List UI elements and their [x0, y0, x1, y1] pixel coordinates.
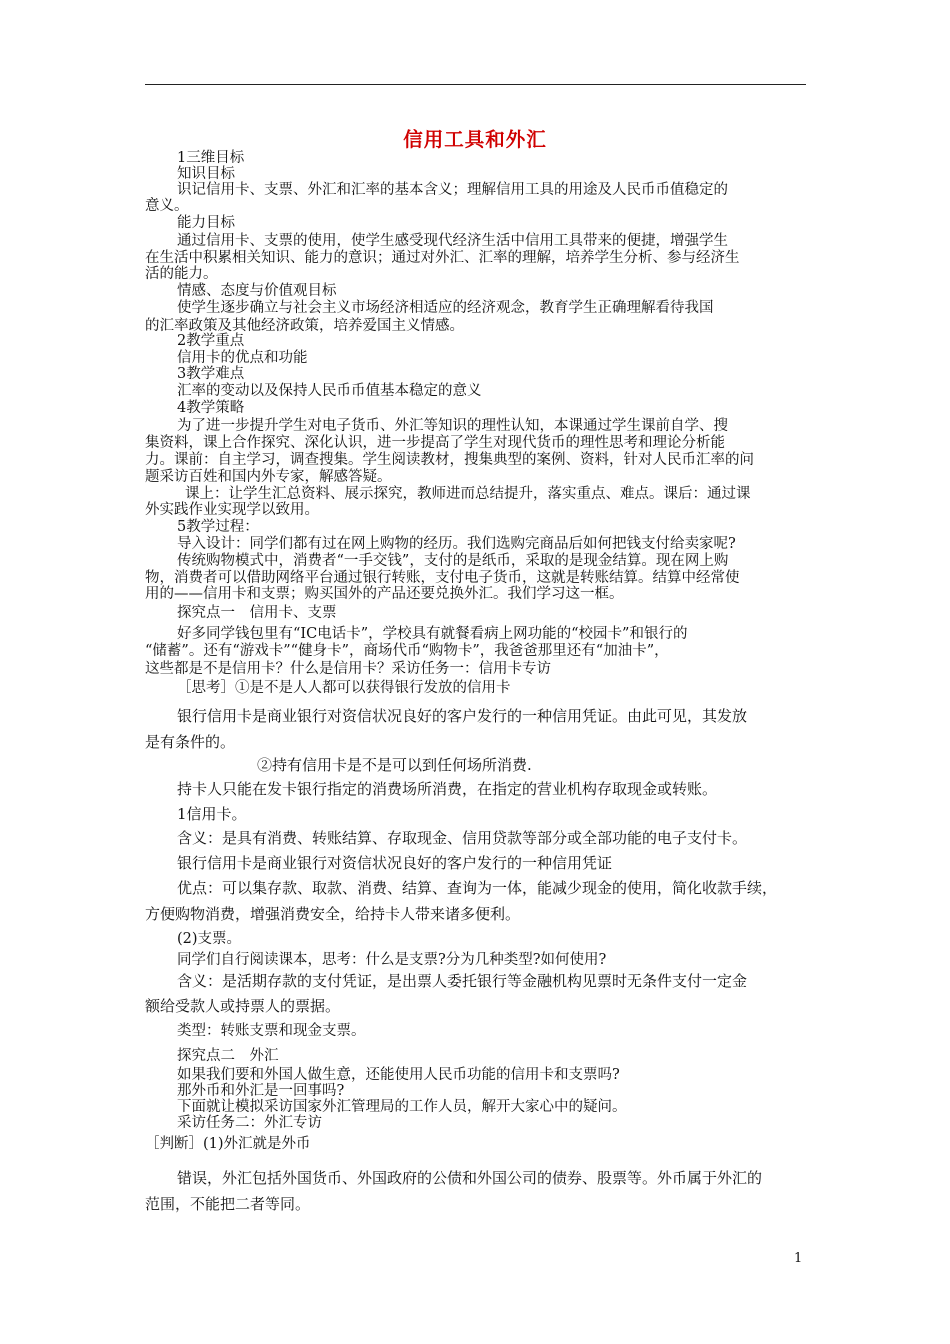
text-line: 的汇率政策及其他经济政策，培养爱国主义情感。: [145, 318, 464, 334]
text-line: 活的能力。: [145, 266, 218, 282]
text-line: 汇率的变动以及保持人民币币值基本稳定的意义: [177, 383, 482, 399]
text-line: 额给受款人或持票人的票据。: [145, 997, 341, 1015]
text-line: 能力目标: [177, 215, 235, 231]
page-number: 1: [794, 1251, 803, 1266]
text-line: 传统购物模式中，消费者“一手交钱”，支付的是纸币，采取的是现金结算。现在网上购: [177, 553, 729, 569]
text-line: ②持有信用卡是不是可以到任何场所消费.: [257, 756, 532, 774]
text-line: 是有条件的。: [145, 733, 236, 751]
text-line: 类型：转账支票和现金支票。: [177, 1023, 366, 1039]
text-line: 在生活中积累相关知识、能力的意识；通过对外汇、汇率的理解，培养学生分析、参与经济生: [145, 250, 740, 266]
text-line: 用的——信用卡和支票；购买国外的产品还要兑换外汇。我们学习这一框。: [145, 586, 624, 602]
section-heading: 探究点二 外汇: [177, 1048, 279, 1064]
text-line: 1信用卡。: [177, 805, 247, 823]
text-line: 力。课前：自主学习，调查搜集。学生阅读教材，搜集典型的案例、资料，针对人民币汇率的问: [145, 452, 754, 468]
text-line: 导入设计：同学们都有过在网上购物的经历。我们选购完商品后如何把钱支付给卖家呢?: [177, 536, 736, 552]
text-line: ［判断］(1)外汇就是外币: [145, 1136, 311, 1152]
document-title: 信用工具和外汇: [403, 128, 547, 151]
text-line: 下面就让模拟采访国家外汇管理局的工作人员，解开大家心中的疑问。: [177, 1099, 627, 1115]
text-line: (2)支票。: [177, 931, 242, 947]
text-line: 同学们自行阅读课本，思考：什么是支票?分为几种类型?如何使用?: [177, 952, 607, 968]
text-line: 集资料，课上合作探究、深化认识，进一步提高了学生对现代货币的理性思考和理论分析能: [145, 435, 725, 451]
text-line: 情感、态度与价值观目标: [177, 283, 337, 299]
text-line: ［思考］①是不是人人都可以获得银行发放的信用卡: [177, 680, 511, 696]
text-line: 课上：让学生汇总资料、展示探究，教师进而总结提升，落实重点、难点。课后：通过课: [185, 486, 751, 502]
text-line: 2教学重点: [177, 333, 245, 349]
text-line: 银行信用卡是商业银行对资信状况良好的客户发行的一种信用凭证: [177, 854, 613, 872]
text-line: 含义：是活期存款的支付凭证，是出票人委托银行等金融机构见票时无条件支付一定金: [177, 972, 748, 990]
text-line: 好多同学钱包里有“IC电话卡”，学校具有就餐看病上网功能的“校园卡”和银行的: [177, 626, 688, 642]
text-line: 1三维目标: [177, 150, 245, 166]
text-line: 意义。: [145, 198, 189, 214]
text-line: 优点：可以集存款、取款、消费、结算、查询为一体，能减少现金的使用，简化收款手续，: [177, 879, 778, 897]
text-line: 物，消费者可以借助网络平台通过银行转账，支付电子货币，这就是转账结算。结算中经常使: [145, 570, 740, 586]
text-line: 通过信用卡、支票的使用，使学生感受现代经济生活中信用工具带来的便捷，增强学生: [177, 233, 728, 249]
text-line: 含义：是具有消费、转账结算、存取现金、信用贷款等部分或全部功能的电子支付卡。: [177, 829, 748, 847]
text-line: 题采访百姓和国内外专家，解感答疑。: [145, 469, 392, 485]
text-line: 采访任务二：外汇专访: [177, 1115, 322, 1131]
text-line: 这些都是不是信用卡？什么是信用卡？采访任务一：信用卡专访: [145, 661, 551, 677]
text-line: 4教学策略: [177, 400, 245, 416]
text-line: 3教学难点: [177, 366, 245, 382]
text-line: 那外币和外汇是一回事吗?: [177, 1083, 345, 1099]
text-line: 识记信用卡、支票、外汇和汇率的基本含义；理解信用工具的用途及人民币币值稳定的: [177, 182, 728, 198]
text-line: 使学生逐步确立与社会主义市场经济相适应的经济观念，教育学生正确理解看待我国: [177, 300, 714, 316]
text-line: 信用卡的优点和功能: [177, 350, 308, 366]
text-line: 持卡人只能在发卡银行指定的消费场所消费，在指定的营业机构存取现金或转账。: [177, 780, 718, 798]
text-line: 如果我们要和外国人做生意，还能使用人民币功能的信用卡和支票吗?: [177, 1067, 620, 1083]
text-line: 方便购物消费，增强消费安全，给持卡人带来诸多便利。: [145, 905, 521, 923]
section-heading: 探究点一 信用卡、支票: [177, 605, 337, 621]
header-rule: [145, 84, 806, 85]
text-line: 5教学过程：: [177, 519, 259, 535]
text-line: 外实践作业实现学以致用。: [145, 502, 319, 518]
text-line: 银行信用卡是商业银行对资信状况良好的客户发行的一种信用凭证。由此可见，其发放: [177, 707, 748, 725]
text-line: 知识目标: [177, 166, 235, 182]
text-line: “储蓄”。还有“游戏卡”“健身卡”，商场代币“购物卡”，我爸爸那里还有“加油卡”，: [145, 643, 669, 659]
text-line: 为了进一步提升学生对电子货币、外汇等知识的理性认知，本课通过学生课前自学、搜: [177, 418, 728, 434]
text-line: 范围，不能把二者等同。: [145, 1195, 311, 1213]
text-line: 错误，外汇包括外国货币、外国政府的公债和外国公司的债券、股票等。外币属于外汇的: [177, 1169, 763, 1187]
